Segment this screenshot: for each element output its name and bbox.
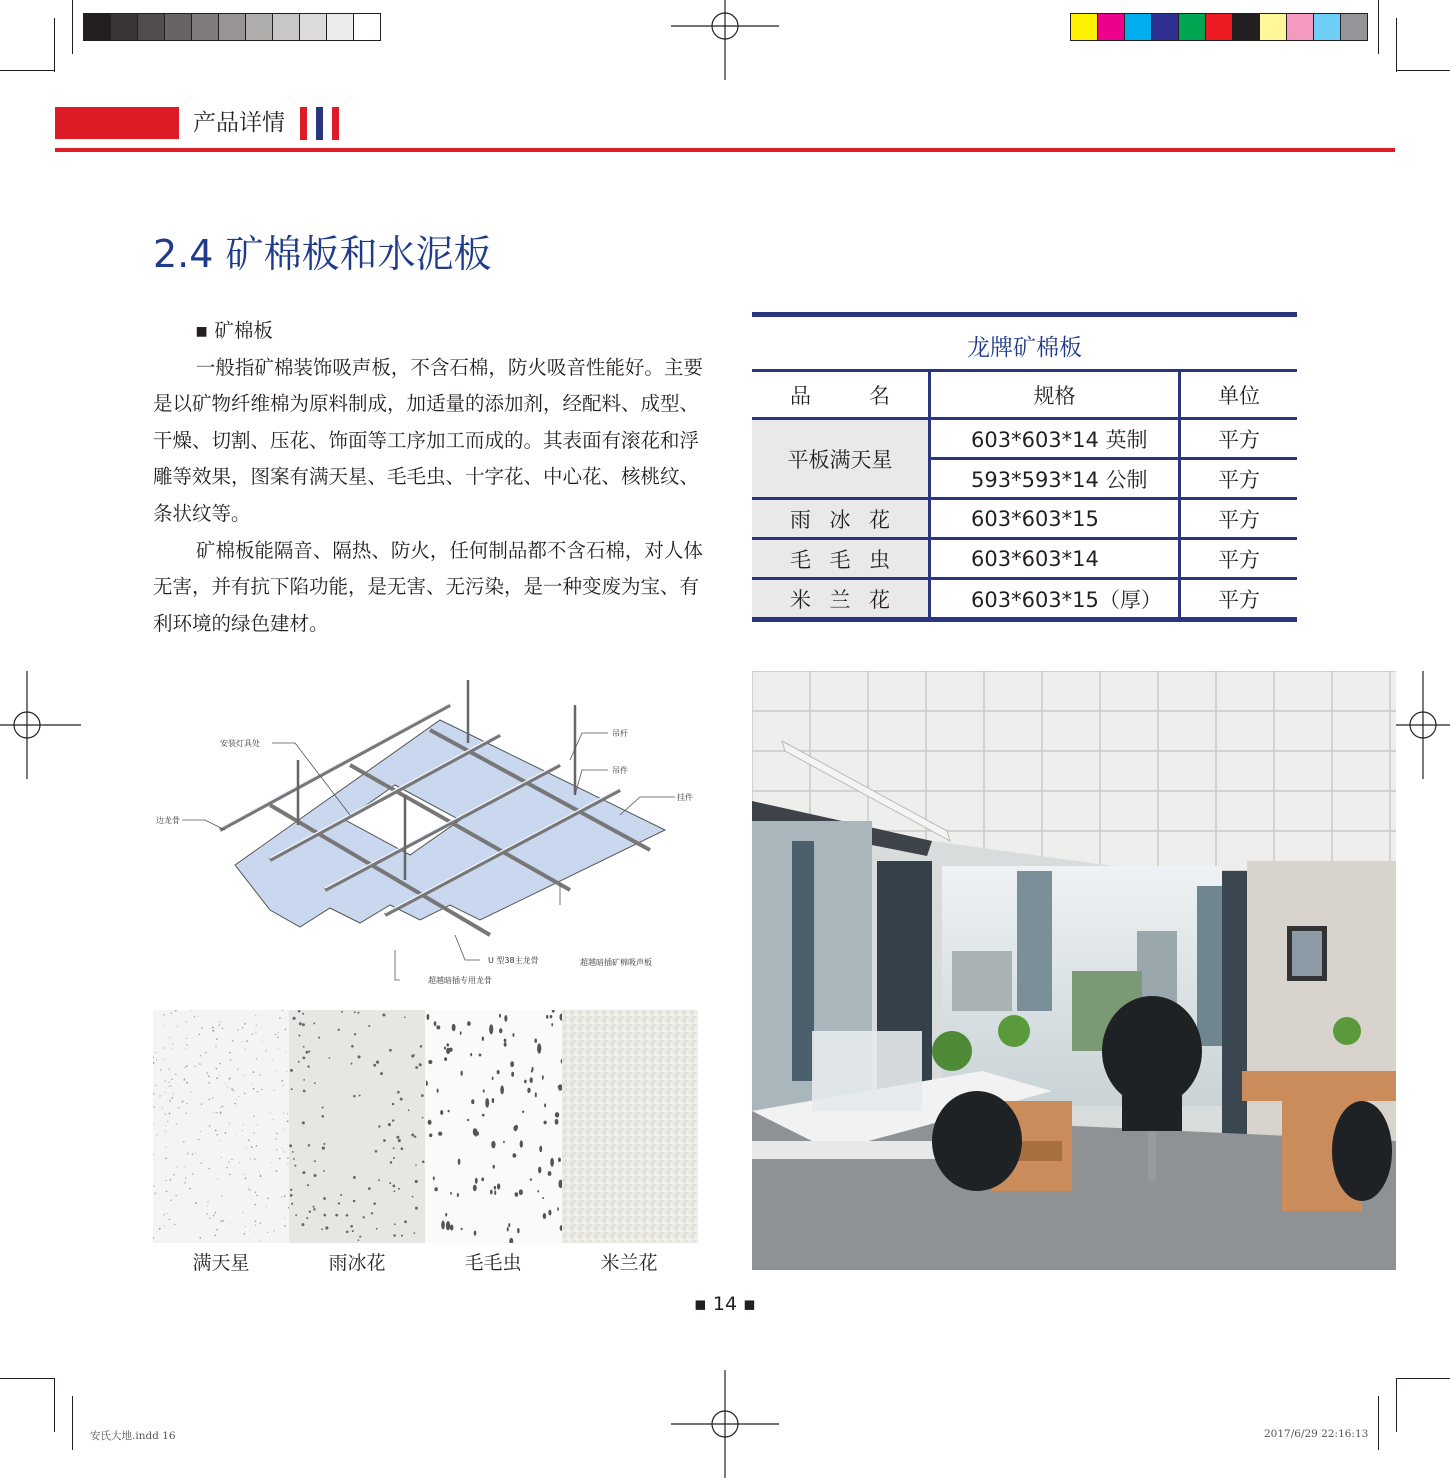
slug-filename: 安氏大地.indd 16: [90, 1430, 176, 1442]
office-interior-photo: [752, 671, 1396, 1270]
bullet-heading: ▪ 矿棉板: [195, 319, 273, 342]
table-row: [752, 499, 1297, 539]
paragraph-1: 一般指矿棉装饰吸声板，不含石棉，防火吸音性能好。主要是以矿物纤维棉为原料制成，加适量的添加剂，经配料、成型、干燥、切割、压花、饰面等工序加工而成的。其表面有滚花和浮雕等效果，图案有满天星、毛毛虫、十字花、中心花、核桃纹、条状纹等。: [153, 355, 703, 525]
sample-starry-texture: [153, 1010, 289, 1243]
row4-unit: 平方: [1180, 579, 1298, 620]
sample-rain-texture: [289, 1010, 425, 1243]
section-title: 2.4 矿棉板和水泥板: [153, 232, 492, 276]
row2-name-b: 冰: [829, 507, 851, 532]
header-title: 产品详情: [193, 110, 285, 136]
row1-spec-b: 593*593*14 公制: [930, 459, 1180, 499]
header-name: [752, 371, 930, 419]
row4-name-a: 米: [790, 587, 811, 612]
label-rod: 吊杆: [612, 729, 628, 738]
row4-name-b: 兰: [829, 587, 851, 612]
sample-orchid-texture: [562, 1010, 698, 1243]
table-header-row: [752, 371, 1297, 419]
table-row: [752, 419, 1297, 459]
gray-swatch-bar: [83, 13, 381, 41]
row2-spec: 603*603*15: [930, 499, 1180, 539]
row4-name-c: 花: [869, 587, 890, 612]
spec-table: [752, 312, 1297, 622]
label-panel: 超越暗插矿棉吸声板: [580, 958, 652, 967]
body-text: [153, 313, 713, 642]
color-swatch-bar: [1070, 13, 1368, 41]
row3-spec: 603*603*14: [930, 539, 1180, 579]
row4-spec: 603*603*15（厚）: [930, 579, 1180, 620]
sample-label: 雨冰花: [328, 1252, 386, 1274]
registration-mark-bottom: [671, 1370, 779, 1478]
row1-name: 平板满天星: [752, 419, 930, 499]
header-name-b: 名: [869, 383, 890, 408]
row3-name-c: 虫: [869, 547, 890, 572]
ceiling-installation-diagram: [150, 665, 700, 995]
registration-mark-left: [0, 671, 81, 779]
row4-name: [752, 579, 930, 620]
label-hanger: 吊件: [612, 766, 628, 775]
label-keel: 超越暗插专用龙骨: [428, 976, 492, 985]
label-main: U 型38主龙骨: [488, 956, 539, 965]
label-light: 安装灯具处: [220, 739, 260, 748]
header-spec: 规格: [930, 371, 1180, 419]
row2-name: [752, 499, 930, 539]
row1-unit-b: 平方: [1180, 459, 1298, 499]
sample-worm-texture: [426, 1010, 562, 1243]
row3-name-a: 毛: [790, 547, 811, 572]
row2-name-a: 雨: [790, 507, 811, 532]
header-unit: 单位: [1180, 371, 1298, 419]
table-caption: 龙牌矿棉板: [967, 335, 1082, 361]
sample-label: 满天星: [192, 1252, 250, 1274]
sample-label: 米兰花: [600, 1252, 658, 1274]
paragraph-2: 矿棉板能隔音、隔热、防火，任何制品都不含石棉，对人体无害，并有抗下陷功能，是无害、无污染，是一种变废为宝、有利环境的绿色建材。: [153, 538, 703, 635]
page-number: ▪ 14 ▪: [693, 1293, 756, 1315]
row1-spec-a: 603*603*14 英制: [930, 419, 1180, 459]
row3-name: [752, 539, 930, 579]
row1-unit-a: 平方: [1180, 419, 1298, 459]
table-row: [752, 579, 1297, 620]
table-row: [752, 539, 1297, 579]
registration-mark-top: [671, 0, 779, 80]
row3-name-b: 毛: [829, 547, 851, 572]
texture-samples: [153, 1010, 698, 1243]
row2-unit: 平方: [1180, 499, 1298, 539]
spec-table-grid: [752, 369, 1297, 622]
label-clip: 挂件: [677, 793, 693, 802]
header-red-block: [55, 107, 179, 139]
row3-unit: 平方: [1180, 539, 1298, 579]
header-rule: [55, 148, 1395, 152]
header-name-a: 品: [790, 383, 811, 408]
row2-name-c: 花: [869, 507, 890, 532]
slug-timestamp: 2017/6/29 22:16:13: [1264, 1428, 1369, 1440]
sample-label: 毛毛虫: [464, 1252, 522, 1274]
label-edge: 边龙骨: [156, 816, 180, 825]
